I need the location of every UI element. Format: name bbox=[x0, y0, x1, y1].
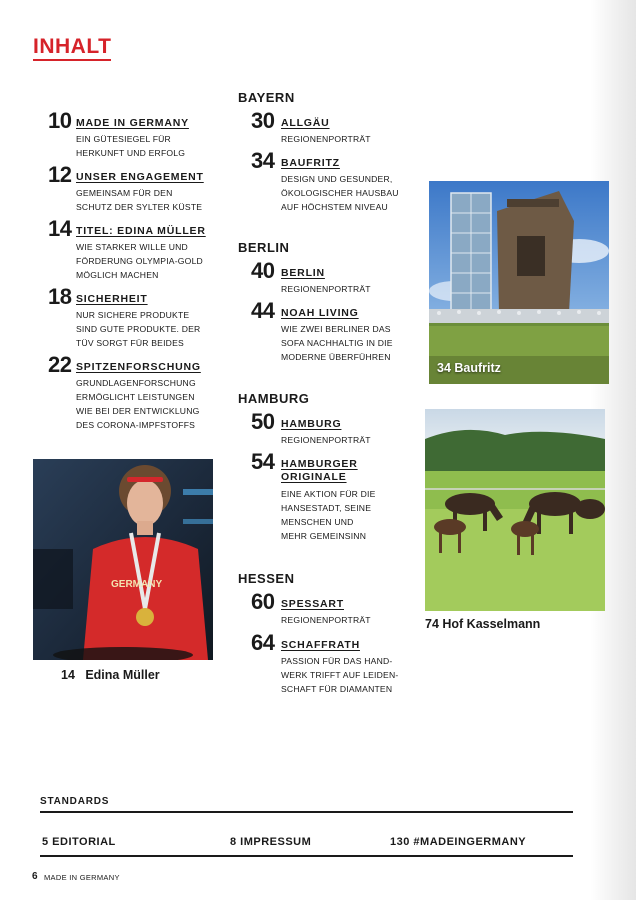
hof-kasselmann-caption: 74 Hof Kasselmann bbox=[425, 617, 541, 631]
horses-photo-illustration bbox=[425, 409, 605, 611]
caption-text: Edina Müller bbox=[85, 668, 160, 682]
standards-label: STANDARDS bbox=[40, 796, 110, 807]
entry-page-number: 12 bbox=[48, 162, 72, 187]
entry-description: REGIONENPORTRÄT bbox=[281, 435, 371, 445]
standards-item-impressum[interactable]: 8 IMPRESSUM bbox=[230, 836, 312, 848]
footer-page-number: 6 bbox=[32, 871, 38, 882]
entry-page-number: 54 bbox=[251, 449, 275, 474]
entry-heading: SCHAFFRATH bbox=[281, 639, 360, 651]
entry-description: WIE STARKER WILLE UND FÖRDERUNG OLYMPIA-GOLD MÖGLICH MACHEN bbox=[76, 242, 203, 280]
entry-heading: TITEL: EDINA MÜLLER bbox=[76, 225, 206, 237]
toc-entry[interactable] bbox=[48, 354, 228, 432]
edina-mueller-photo bbox=[33, 459, 213, 660]
entry-page-number: 44 bbox=[251, 298, 275, 323]
entry-heading: NOAH LIVING bbox=[281, 307, 359, 319]
edina-photo-illustration bbox=[33, 459, 213, 660]
toc-entry[interactable] bbox=[251, 591, 426, 627]
entry-description: REGIONENPORTRÄT bbox=[281, 134, 371, 144]
entry-heading: SICHERHEIT bbox=[76, 293, 148, 305]
page-title: INHALT bbox=[33, 36, 111, 61]
region-heading-berlin: BERLIN bbox=[238, 240, 290, 255]
entry-heading: HAMBURG bbox=[281, 418, 342, 430]
entry-page-number: 34 bbox=[251, 148, 275, 173]
toc-entry[interactable] bbox=[48, 164, 228, 214]
entry-heading: MADE IN GERMANY bbox=[76, 117, 189, 129]
entry-description: EIN GÜTESIEGEL FÜR HERKUNFT UND ERFOLG bbox=[76, 134, 186, 158]
entry-description: REGIONENPORTRÄT bbox=[281, 615, 371, 625]
entry-heading: SPESSART bbox=[281, 598, 344, 610]
toc-entry[interactable] bbox=[251, 632, 426, 696]
entry-description: WIE ZWEI BERLINER DAS SOFA NACHHALTIG IN DIE MODERNE ÜBERFÜHREN bbox=[281, 324, 393, 362]
hof-kasselmann-photo bbox=[425, 409, 605, 611]
entry-description: GEMEINSAM FÜR DEN SCHUTZ DER SYLTER KÜSTE bbox=[76, 188, 203, 212]
baufritz-caption: 34 Baufritz bbox=[437, 361, 501, 375]
region-heading-bayern: BAYERN bbox=[238, 90, 295, 105]
entry-description: PASSION FÜR DAS HAND- WERK TRIFFT AUF LEIDEN- SCHAFT FÜR DIAMANTEN bbox=[281, 656, 399, 694]
entry-page-number: 14 bbox=[48, 216, 72, 241]
entry-page-number: 18 bbox=[48, 284, 72, 309]
entry-heading: SPITZENFORSCHUNG bbox=[76, 361, 201, 373]
toc-entry[interactable] bbox=[48, 218, 228, 282]
entry-page-number: 40 bbox=[251, 258, 275, 283]
toc-entry[interactable] bbox=[48, 286, 228, 350]
jersey-text: GERMANY bbox=[111, 579, 163, 590]
footer-magazine-name: MADE IN GERMANY bbox=[44, 873, 120, 882]
entry-page-number: 10 bbox=[48, 108, 72, 133]
toc-entry[interactable] bbox=[48, 110, 228, 160]
toc-entry[interactable] bbox=[251, 150, 426, 214]
toc-entry[interactable] bbox=[251, 411, 426, 447]
standards-item-editorial[interactable]: 5 EDITORIAL bbox=[42, 836, 116, 848]
entry-page-number: 50 bbox=[251, 409, 275, 434]
edina-caption bbox=[61, 668, 160, 682]
entry-description: EINE AKTION FÜR DIE HANSESTADT, SEINE MENSCHEN UND MEHR GEMEINSINN bbox=[281, 489, 376, 541]
baufritz-photo-illustration bbox=[429, 181, 609, 384]
entry-description: DESIGN UND GESUNDER, ÖKOLOGISCHER HAUSBAU AUF HÖCHSTEM NIVEAU bbox=[281, 174, 399, 212]
entry-heading: UNSER ENGAGEMENT bbox=[76, 171, 204, 183]
entry-description: REGIONENPORTRÄT bbox=[281, 284, 371, 294]
entry-heading: ALLGÄU bbox=[281, 117, 330, 129]
standards-bottom-divider bbox=[40, 855, 573, 857]
toc-entry[interactable] bbox=[251, 451, 426, 543]
toc-entry[interactable] bbox=[251, 110, 426, 146]
entry-page-number: 60 bbox=[251, 589, 275, 614]
standards-top-divider bbox=[40, 811, 573, 813]
entry-heading: BERLIN bbox=[281, 267, 325, 279]
entry-page-number: 64 bbox=[251, 630, 275, 655]
region-heading-hessen: HESSEN bbox=[238, 571, 295, 586]
toc-entry[interactable] bbox=[251, 260, 426, 296]
entry-page-number: 22 bbox=[48, 352, 72, 377]
standards-item-madeingermany[interactable]: 130 #MADEINGERMANY bbox=[390, 836, 527, 848]
baufritz-photo bbox=[429, 181, 609, 384]
entry-heading: BAUFRITZ bbox=[281, 157, 340, 169]
entry-page-number: 30 bbox=[251, 108, 275, 133]
caption-page-number: 14 bbox=[61, 668, 75, 682]
entry-heading: HAMBURGER ORIGINALE bbox=[281, 458, 358, 483]
entry-description: NUR SICHERE PRODUKTE SIND GUTE PRODUKTE. DER TÜV SORGT FÜR BEIDES bbox=[76, 310, 201, 348]
entry-description: GRUNDLAGENFORSCHUNG ERMÖGLICHT LEISTUNGEN WIE BEI DER ENTWICKLUNG DES CORONA-IMPFSTOFFS bbox=[76, 378, 200, 430]
toc-entry[interactable] bbox=[251, 300, 426, 364]
region-heading-hamburg: HAMBURG bbox=[238, 391, 310, 406]
